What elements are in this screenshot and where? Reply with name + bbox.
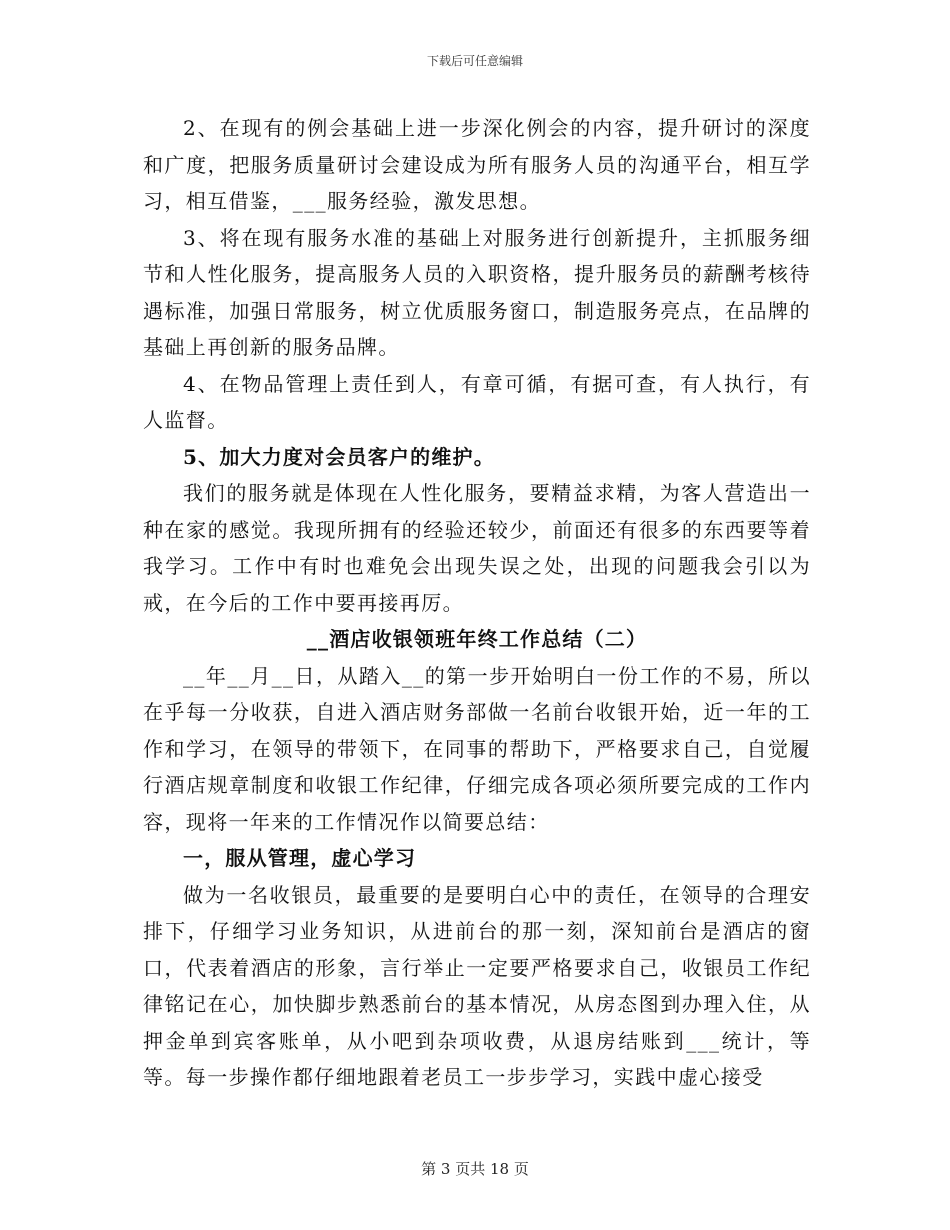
document-body <box>143 110 811 1096</box>
paragraph-cashier: 做为一名收银员，最重要的是要明白心中的责任，在领导的合理安排下，仔细学习业务知识，从进前台的那一刻，深知前台是酒店的窗口，代表着酒店的形象，言行举止一定要严格要求自己，收银员工作纪律铭记在心，加快脚步熟悉前台的基本情况，从房态图到办理入住，从押金单到宾客账单，从小吧到杂项收费，从退房结账到___统计，等等。每一步操作都仔细地跟着老员工一步步学习，实践中虚心接受 <box>143 882 811 1089</box>
paragraph-item-4: 4、在物品管理上责任到人，有章可循，有据可查，有人执行，有人监督。 <box>143 371 811 432</box>
section-title: __酒店收银领班年终工作总结（二） <box>306 627 648 651</box>
paragraph-intro: __年__月__日，从踏入__的第一步开始明白一份工作的不易，所以在乎每一分收获，自进入酒店财务部做一名前台收银开始，近一年的工作和学习，在领导的带领下，在同事的帮助下，严格要求自己，自觉履行酒店规章制度和收银工作纪律，仔细完成各项必须所要完成的工作内容，现将一年来的工作情况作以简要总结： <box>143 663 811 834</box>
heading-item-5: 5、加大力度对会员客户的维护。 <box>183 444 495 469</box>
page-header: 下载后可任意编辑 <box>426 54 523 68</box>
heading-section-1: 一，服从管理，虚心学习 <box>183 846 417 870</box>
page-footer: 第 3 页共 18 页 <box>421 1160 529 1178</box>
paragraph-item-2: 2、在现有的例会基础上进一步深化例会的内容，提升研讨的深度和广度，把服务质量研讨会建设成为所有服务人员的沟通平台，相互学习，相互借鉴，___服务经验，激发思想。 <box>143 116 811 213</box>
paragraph-service: 我们的服务就是体现在人性化服务，要精益求精，为客人营造出一种在家的感觉。我现所拥有的经验还较少，前面还有很多的东西要等着我学习。工作中有时也难免会出现失误之处，出现的问题我会引以为戒，在今后的工作中要再接再厉。 <box>143 481 811 615</box>
paragraph-item-3: 3、将在现有服务水准的基础上对服务进行创新提升，主抓服务细节和人性化服务，提高服务人员的入职资格，提升服务员的薪酬考核待遇标准，加强日常服务，树立优质服务窗口，制造服务亮点，在品牌的基础上再创新的服务品牌。 <box>143 225 811 359</box>
